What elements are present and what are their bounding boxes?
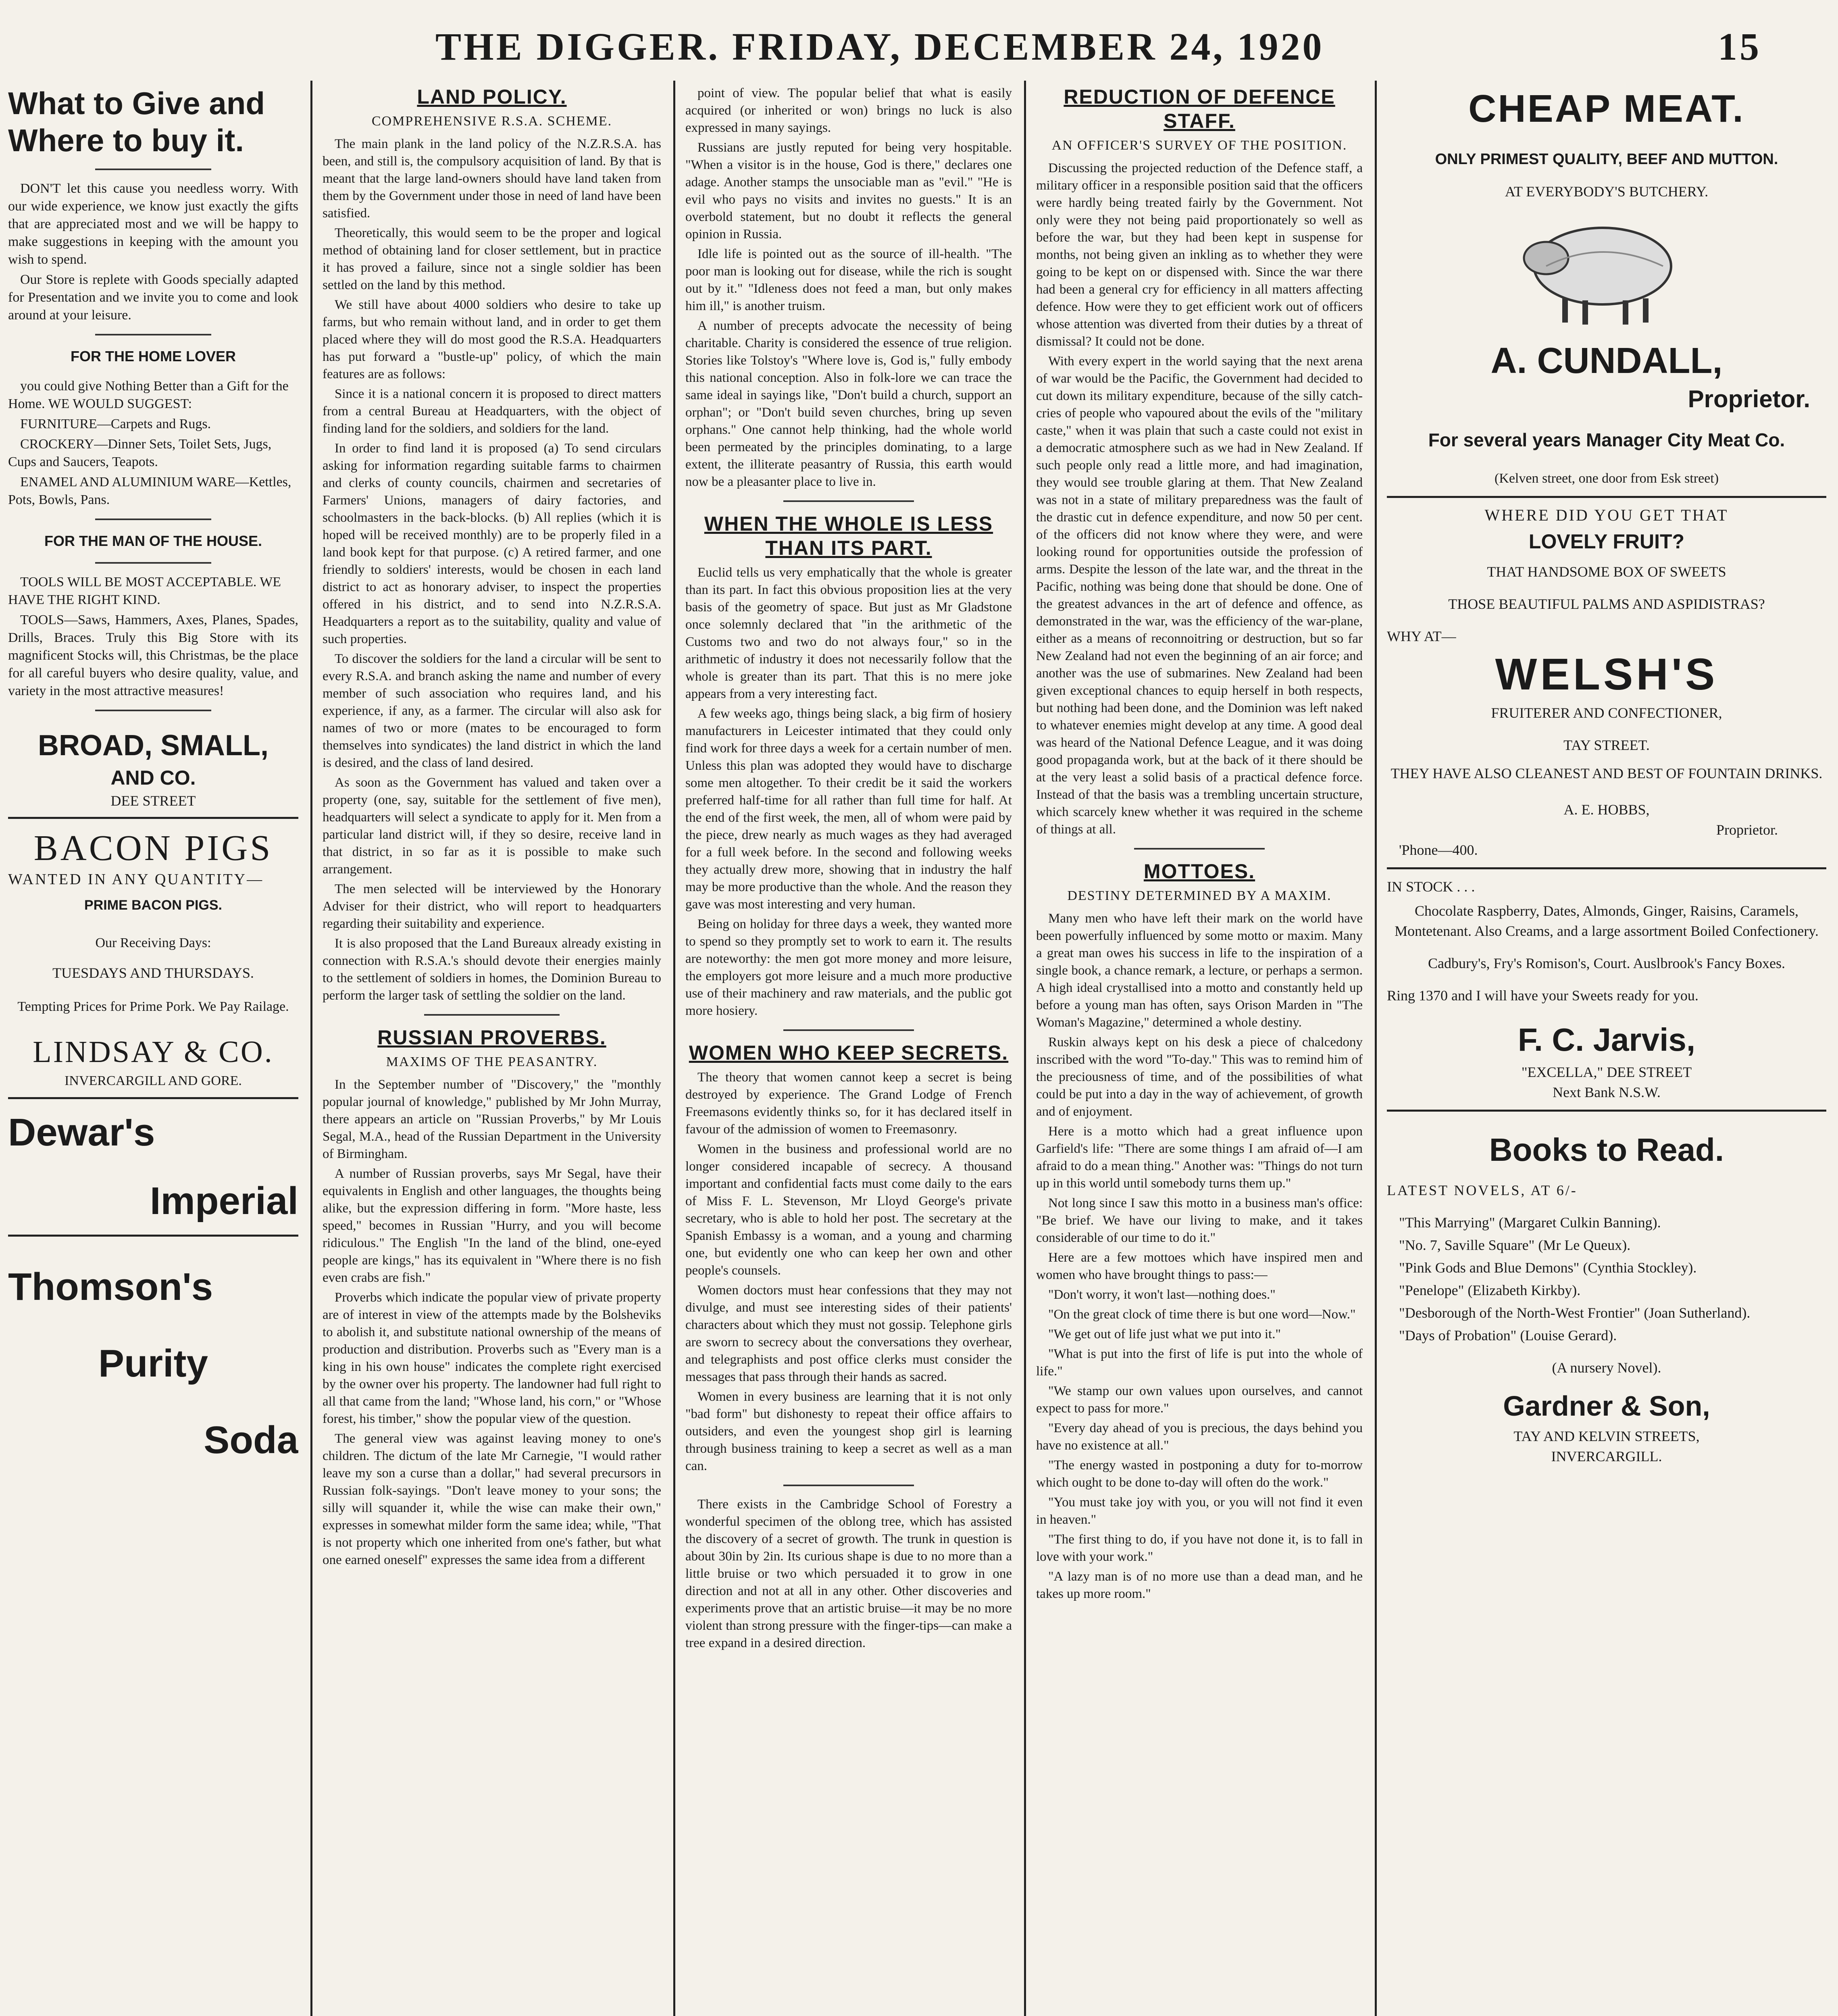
dewars-line2: Imperial — [150, 1179, 298, 1223]
article-paragraph: "Don't worry, it won't last—nothing does." — [1048, 1287, 1276, 1302]
article-paragraph: Women doctors must hear confessions that they may not divulge, and must see interesting sides of their patients' characters about which they must not gossip. Telephone girls are sworn to secrecy about the conversations they overhear, and telegraphists and post office clerks must consider the messages that pass through their hands as sacred. — [685, 1283, 1012, 1384]
article-paragraph: Proverbs which indicate the popular view of private property are of interest in view of the attempts made by the Bolsheviks to abolish it, and substitute national ownership of the means of production and distribution. Proverbs such as "Every man is a king in his own house" indicates the complete right exercised by the owner over his property. The landowner had full right to all that came from the land; "Whose land, his corn," or "Whose forest, his timber," show the popular view of the question. — [323, 1290, 661, 1426]
article-paragraph: Euclid tells us very emphatically that the whole is greater than its part. In fact this obvious proposition lies at the very basis of the geometry of space. But just as Mr Gladstone once solemnly declared that "in the arithmetic of the Customs two and two do not always four," so in the arithmetic of industry it does not necessarily follow that the whole is greater than its part. That this is no mere joke appears from a very interesting fact. — [685, 565, 1012, 701]
article-paragraph: There exists in the Cambridge School of Forestry a wonderful specimen of the oblong tree, which has assisted the discovery of a secret of growth. The trunk in question is about 30in by 2in. Its curious shape is due to no more than a little bruise or two which persuaded it to grow in one direction and not at all in any other. Other discoveries and experiments prove that an artistic bruise—it may be no more violent than strong pressure with the finger-tips—can make a tree expand in a desired direction. — [685, 1497, 1012, 1650]
article-paragraph: "A lazy man is of no more use than a dead man, and he takes up more room." — [1036, 1569, 1363, 1601]
column-4-articles — [1036, 85, 1363, 2016]
stock-name: F. C. Jarvis, — [1517, 1022, 1696, 1058]
russian-proverbs-continued — [685, 85, 1012, 491]
fruit-q1: WHERE DID YOU GET THAT — [1484, 506, 1729, 524]
jarvis-ad — [1387, 877, 1826, 1102]
article-paragraph: "We get out of life just what we put into it." — [1048, 1327, 1281, 1341]
land-policy-subheading: COMPREHENSIVE R.S.A. SCHEME. — [371, 114, 612, 129]
article-paragraph: "What is put into the first of life is put into the whole of life." — [1036, 1347, 1363, 1379]
book-list-item: "Desborough of the North-West Frontier" (Joan Sutherland). — [1399, 1305, 1751, 1321]
article-paragraph: Women in every business are learning that it is not only "bad form" but dishonesty to repeat their office affairs to outsiders, and even the youngest shop girl is learning through business training to keep a secret as well as a man can. — [685, 1389, 1012, 1473]
article-paragraph: Many men who have left their mark on the world have been powerfully influenced by some motto or maxim. Many a great man owes his success in life to the inspiration of a single book, a chance remark, a lecture, or perhaps a sermon. A high ideal crystallised into a motto and constantly held up before a young man has often, says Orison Marden in "The Woman's Magazine," determined a whole destiny. — [1036, 911, 1363, 1030]
article-paragraph: Idle life is pointed out as the source of ill-health. "The poor man is looking out for disease, while the rich is sought out by it." "Idleness does not feed a man, but only makes him ill," is another truism. — [685, 247, 1012, 313]
mottoes-body — [1036, 910, 1363, 1603]
bacon-title: BACON PIGS — [33, 828, 273, 868]
ad-store: Our Store is replete with Goods specially adapted for Presentation and we invite you to come and look around at your leisure. — [8, 272, 298, 323]
masthead — [0, 24, 1838, 77]
article-paragraph: Russians are justly reputed for being very hospitable. "When a visitor is in the house, God is there," declares one adage. Another stamps the unsociable man as "evil." "He is evil who pays no visits and invites no guests." It is an overbold statement, but no doubt it reflects the general opinion in Russia. — [685, 140, 1012, 242]
enamel-line: ENAMEL AND ALUMINIUM WARE—Kettles, Pots, Bowls, Pans. — [8, 475, 291, 507]
fruit-trade: FRUITERER AND CONFECTIONER, — [1491, 705, 1722, 721]
article-paragraph: With every expert in the world saying that the next arena of war would be the Pacific, the Government had decided to cut down its military expenditure, because of the silly catch-cries of people who vapoured about the evils of the "military caste," when it was plain that such a caste could not exist in a democratic atmosphere such as we had in New Zealand. If such people only read a little more, and had imagination, they would see trouble glaring at them. That New Zealand was not in a state of military preparedness was the fault of the drastic cut in defence expenditure, and now 50 per cent. of the officers did not know where they were, and were looking round for opportunities outside the profession of arms. Despite the lesson of the late war, and the threat in the Pacific, nothing was being done that should be done. One of the greatest advances in the art of defence and offence, as demonstrated in the war, was the efficiency of the war-plane, either as a means of reconnoitring or destruction, but so far New Zealand had not even the beginning of an air force; and another was the use of submarines. New Zealand had been given exceptional chances to equip herself in both respects, but nothing had been done, and the Dominion was left naked to whatever enemies might develop at any time. A good deal was heard of the National Defence League, and it was doing good propaganda work, but at the back of it there should be at the very least a solid basis of a practical defence force. Instead of that the basis was a trembling uncertain structure, which scarcely knew whether it was required in the scheme of things at all. — [1036, 354, 1363, 837]
ad-title: What to Give and Where to buy it. — [8, 85, 265, 158]
column-1-ads — [8, 85, 298, 2016]
article-paragraph: Here is a motto which had a great influence upon Garfield's life: "There are some things I am afraid of—I am afraid to do a mean thing." Another was: "Things do not turn up in this world until somebody turns them up." — [1036, 1124, 1363, 1191]
article-paragraph: The main plank in the land policy of the N.Z.R.S.A. has been, and still is, the compulsory acquisition of land. By that is meant that the large land-owners should have land taken from them by the Government under those in need of land have been satisfied. — [323, 137, 661, 221]
defence-subheading: AN OFFICER'S SURVEY OF THE POSITION. — [1051, 138, 1347, 153]
fruit-extra: THEY HAVE ALSO CLEANEST AND BEST OF FOUNTAIN DRINKS. — [1390, 765, 1823, 781]
welsh-ad — [1387, 505, 1826, 860]
article-paragraph: point of view. The popular belief that what is easily acquired (or inherited or won) brings no luck is also expressed in many sayings. — [685, 86, 1012, 135]
article-paragraph: A number of precepts advocate the necessity of being charitable. Charity is considered the essence of true religion. Stories like Tolstoy's "Where love is, God is," fully embody this national conception. Also in folk-lore we can trace the same ideal in sayings like, "Don't build a church, support an orphan"; or "Don't build seven churches, bring up seven orphans." One cannot help thinking, had the whole world been permeated by the principles dominating, to a large extent, the illiterate peasantry of Russia, this earth would now be a pleasanter place to live in. — [685, 319, 1012, 489]
russian-proverbs-heading: RUSSIAN PROVERBS. — [377, 1026, 606, 1049]
article-paragraph: To discover the soldiers for the land a circular will be sent to every R.S.A. and branch asking the name and number of every member of such association who requires land, and his experience, if any, as a farmer. The circular will also ask for names of two or more (mates to be encouraged to form themselves into syndicates) the land district in which the land is desired, and the class of land desired. — [323, 652, 661, 770]
fruit-q2: LOVELY FRUIT? — [1528, 530, 1685, 553]
article-paragraph: A number of Russian proverbs, says Mr Segal, have their equivalents in English and other languages, the thoughts being alike, but the expression differing in form. "More haste, less speed," becomes in Russian "Hurry, and you will become ridiculous." The English "In the land of the blind, one-eyed people are kings," has its equivalent in "Where there is no fish even crabs are fish." — [323, 1166, 661, 1285]
fruit-prop-role: Proprietor. — [1716, 822, 1778, 838]
article-paragraph: "You must take joy with you, or you will not find it even in heaven." — [1036, 1495, 1363, 1527]
article-paragraph: The theory that women cannot keep a secret is being destroyed by experience. The Grand Lodge of French Freemasons evidently thinks so, for it has declared itself in favour of the admission of women to Freemasonry. — [685, 1070, 1012, 1137]
russian-proverbs-subheading: MAXIMS OF THE PEASANTRY. — [386, 1054, 598, 1069]
stock-next: Next Bank N.S.W. — [1553, 1084, 1661, 1100]
bacon-receiving: Our Receiving Days: — [95, 935, 211, 950]
article-paragraph: "Every day ahead of you is precious, the days behind you have no existence at all." — [1036, 1421, 1363, 1453]
bacon-prime: PRIME BACON PIGS. — [84, 898, 222, 913]
dewars-line1: Dewar's — [8, 1111, 155, 1154]
column-rule — [673, 81, 675, 2016]
column-3-articles — [685, 85, 1012, 2016]
tools-text: TOOLS—Saws, Hammers, Axes, Planes, Spades, Drills, Braces. Truly this Big Store with its magnificent Stocks will, this Christmas, be the place for all careful buyers who desire quality, value, and variety in the most attractive measures! — [8, 612, 298, 698]
article-paragraph: "The energy wasted in postponing a duty for to-morrow which ought to be done to-day will often do the work." — [1036, 1458, 1363, 1490]
article-paragraph: A few weeks ago, things being slack, a big firm of hosiery manufacturers in Leicester intimated that they could only find work for three days a week for a certain number of men. Unless this plan was adopted they would have to discharge some men altogether. To their credit be it said the workers preferred half-time for all rather than full time for half. At the end of the first week, the men, all of whom were paid by the piece, drew nearly as much wages as they had averaged for a full week before. In the second and following weeks they actually drew more, showing that in industry the half may be more productive than the whole. And the reason they gave was most interesting and very human. — [685, 706, 1012, 912]
column-rule — [310, 81, 312, 2016]
column-2-articles — [323, 85, 661, 2016]
article-paragraph: As soon as the Government has valued and taken over a property (one, say, suitable for the settlement of five men), headquarters will select a syndicate to apply for it. Men from a particular land district will, if they so desire, receive land in that district, in so far as it is possible to make such arrangement. — [323, 775, 661, 877]
gardner-ad — [1387, 1128, 1826, 1466]
article-paragraph: The general view was against leaving money to one's children. The dictum of the late Mr Carnegie, "I would rather leave my son a curse than a dollar," had several precursors in Russian folk-sayings. "Don't leave money to your sons; the silly will squander it, while the wise can make their own," expresses in somewhat milder form the same idea; while, "That is not property which one inherited from one's father, but what one earned oneself" expresses the same idea from a different — [323, 1431, 661, 1567]
women-secrets-body — [685, 1069, 1012, 1475]
column-5-ads — [1387, 85, 1826, 2016]
bacon-wanted: WANTED IN ANY QUANTITY— — [8, 871, 264, 888]
column-rule — [1024, 81, 1026, 2016]
thomsons-line2: Purity — [98, 1342, 208, 1385]
tools-heading: TOOLS WILL BE MOST ACCEPTABLE. WE HAVE THE RIGHT KIND. — [8, 575, 281, 607]
crockery-line: CROCKERY—Dinner Sets, Toilet Sets, Jugs, Cups and Saucers, Teapots. — [8, 437, 272, 469]
article-paragraph: "The first thing to do, if you have not done it, is to fall in love with your work." — [1036, 1532, 1363, 1564]
furniture-line: FURNITURE—Carpets and Rugs. — [20, 417, 211, 431]
books-latest: LATEST NOVELS, AT 6/- — [1387, 1182, 1578, 1198]
books-seller: Gardner & Son, — [1503, 1390, 1710, 1422]
thomsons-ad — [8, 1261, 298, 1466]
books-nursery: (A nursery Novel). — [1552, 1360, 1661, 1376]
land-policy-heading: LAND POLICY. — [417, 85, 567, 108]
books-address: TAY AND KELVIN STREETS, — [1513, 1428, 1700, 1444]
russian-proverbs-body — [323, 1076, 661, 1569]
article-paragraph: Since it is a national concern it is proposed to direct matters from a central Bureau at Headquarters, with the object of finding land for the soldiers, and soldiers for the land. — [323, 387, 661, 436]
article-paragraph: Theoretically, this would seem to be the proper and logical method of obtaining land for closer settlement, but in practice it has proved a failure, since not a single soldier has been settled on the land by this method. — [323, 226, 661, 292]
bacon-firm: LINDSAY & CO. — [33, 1035, 274, 1069]
mottoes-subheading: DESTINY DETERMINED BY A MAXIM. — [1067, 888, 1332, 903]
stock-boxes: Cadbury's, Fry's Romison's, Court. Auslbrook's Fancy Boxes. — [1428, 955, 1785, 971]
books-list — [1387, 1212, 1826, 1345]
advertiser-name: BROAD, SMALL, — [38, 729, 269, 762]
thomsons-line3: Soda — [204, 1418, 298, 1462]
article-paragraph: Not long since I saw this motto in a business man's office: "Be brief. We have our living to make, and it takes considerable of our time to do it." — [1036, 1196, 1363, 1245]
thomsons-line1: Thomson's — [8, 1265, 213, 1308]
fruit-q3: THAT HANDSOME BOX OF SWEETS — [1487, 564, 1726, 580]
article-paragraph: Being on holiday for three days a week, they wanted more to spend so they promptly set to work to earn it. The results are noteworthy: the men got more money and more leisure, the employers got more leisure and a much more productive use of their machinery and raw materials, and the public got more hosiery. — [685, 917, 1012, 1018]
defence-heading: REDUCTION OF DEFENCE STAFF. — [1064, 85, 1335, 132]
mottoes-heading: MOTTOES. — [1143, 860, 1255, 883]
whole-less-heading: WHEN THE WHOLE IS LESS THAN ITS PART. — [704, 512, 993, 559]
page-number: 15 — [1718, 25, 1761, 68]
stock-ring: Ring 1370 and I will have your Sweets ready for you. — [1387, 987, 1699, 1004]
home-lover-heading: FOR THE HOME LOVER — [70, 348, 236, 364]
book-list-item: "No. 7, Saville Square" (Mr Le Queux). — [1399, 1237, 1631, 1253]
advertiser-suffix: AND CO. — [110, 766, 196, 789]
article-paragraph: It is also proposed that the Land Bureaux already existing in connection with R.S.A.'s should devote their energies mainly to the settlement of soldiers in homes, the Dominion Bureau to perform the larger task of settling the soldier on the land. — [323, 936, 661, 1003]
stock-intro: IN STOCK . . . — [1387, 879, 1475, 895]
fruit-street: TAY STREET. — [1563, 737, 1650, 753]
books-title: Books to Read. — [1489, 1132, 1724, 1168]
stock-items: Chocolate Raspberry, Dates, Almonds, Ginger, Raisins, Caramels, Montetenant. Also Creams, and a large assortment Boiled Confectionery. — [1395, 903, 1819, 939]
sheep-illustration — [1522, 210, 1691, 331]
article-paragraph: "We stamp our own values upon ourselves, and cannot expect to pass for more." — [1036, 1384, 1363, 1416]
home-lover-text: you could give Nothing Better than a Gift for the Home. WE WOULD SUGGEST: — [8, 379, 289, 411]
land-policy-body — [323, 135, 661, 1004]
article-paragraph: In the September number of "Discovery," the "monthly popular journal of knowledge," published by Mr John Murray, there appears an article on "Russian Proverbs," by Mr Louis Segal, M.A., head of the Russian Department in the University of Birmingham. — [323, 1077, 661, 1161]
advertiser-address: DEE STREET — [110, 793, 196, 809]
cheap-meat-ad — [1387, 85, 1826, 489]
book-list-item: "Days of Probation" (Louise Gerard). — [1399, 1327, 1617, 1343]
ad-intro: DON'T let this cause you needless worry. With our wide experience, we know just exactly the gifts that are appreciated most and we will be happy to make suggestions in keeping with the amount you wish to spend. — [8, 181, 298, 267]
meat-role: Proprietor. — [1688, 385, 1810, 412]
article-paragraph: Discussing the projected reduction of the Defence staff, a military officer in a responsible position said that the officers were hardly being treated fairly by the Government. Not only were they not being paid proportionately so well as before the war, but they had been kept in suspense for months, not being given an inkling as to whether they were going to be kept on or dispensed with. Since the war there had been a general cry for efficiency in all matters affecting defence. How were they to get efficient work out of officers whose attention was diverted from their duties by a threat of dismissal? It could not be done. — [1036, 161, 1363, 349]
fruit-why: WHY AT— — [1387, 628, 1456, 644]
books-town: INVERCARGILL. — [1551, 1448, 1662, 1464]
article-paragraph: Here are a few mottoes which have inspired men and women who have brought things to pass:— — [1036, 1250, 1363, 1282]
whole-less-body — [685, 564, 1012, 1020]
article-paragraph: The men selected will be interviewed by the Honorary Adviser for their district, who will report to headquarters regarding their suitability and experience. — [323, 882, 661, 931]
column-rule — [1375, 81, 1377, 2016]
meat-title: CHEAP MEAT. — [1468, 87, 1745, 130]
meat-at: AT EVERYBODY'S BUTCHERY. — [1505, 183, 1709, 200]
bacon-prices: Tempting Prices for Prime Pork. We Pay Railage. — [17, 999, 289, 1014]
stock-address: "EXCELLA," DEE STREET — [1521, 1064, 1692, 1080]
defence-body — [1036, 160, 1363, 838]
fruit-q4: THOSE BEAUTIFUL PALMS AND ASPIDISTRAS? — [1448, 596, 1765, 612]
bacon-days: TUESDAYS AND THURSDAYS. — [52, 965, 254, 981]
fruit-name: WELSH'S — [1495, 650, 1718, 699]
book-list-item: "Pink Gods and Blue Demons" (Cynthia Stockley). — [1399, 1260, 1697, 1276]
article-paragraph: Women in the business and professional world are no longer considered incapable of secrecy. A thousand important and confidential facts must come daily to the ears of Miss F. L. Stevenson, Mr Lloyd George's private secretary, who is able to hold her post. The secretary at the Spanish Embassy is a woman, and a young and charming one, but evidently one who can keep her own and other people's counsels. — [685, 1142, 1012, 1278]
bacon-ad — [8, 826, 298, 1090]
meat-former: For several years Manager City Meat Co. — [1428, 429, 1785, 450]
meat-address: (Kelven street, one door from Esk street) — [1494, 471, 1719, 486]
meat-owner: A. CUNDALL, — [1490, 341, 1723, 381]
article-paragraph: "On the great clock of time there is but one word—Now." — [1048, 1307, 1356, 1322]
forestry-body — [685, 1496, 1012, 1652]
women-secrets-heading: WOMEN WHO KEEP SECRETS. — [689, 1041, 1009, 1064]
fruit-prop: A. E. HOBBS, — [1563, 802, 1650, 818]
meat-quality: ONLY PRIMEST QUALITY, BEEF AND MUTTON. — [1435, 151, 1778, 168]
sheep-icon — [1522, 210, 1691, 331]
bacon-place: INVERCARGILL AND GORE. — [65, 1073, 242, 1088]
article-paragraph: We still have about 4000 soldiers who desire to take up farms, but who remain without land, and in order to get them placed where they will do most good the R.S.A. Headquarters has put forward a "bustle-up" policy, of which the main features are as follows: — [323, 298, 661, 381]
article-paragraph: In order to find land it is proposed (a) To send circulars asking for information regarding suitable farms to chairmen and clerks of county councils, chairmen and secretaries of Farmers' Unions, managers of dairy factories, and schoolmasters in the back-blocks. (b) All replies (which it is hoped will be received monthly) are to be properly filed in a land book kept for that purpose. (c) A retired farmer, and one friendly to soldiers' interests, would be chosen in each land district to act as honorary adviser, to inspect the properties offered in his district, and to send into N.Z.R.S.A. Headquarters a report as to the suitability, quality and value of such properties. — [323, 441, 661, 646]
broad-small-ad — [8, 85, 298, 810]
dewars-ad — [8, 1106, 298, 1227]
fruit-phone: 'Phone—400. — [1399, 842, 1478, 858]
book-list-item: "This Marrying" (Margaret Culkin Banning). — [1399, 1214, 1661, 1231]
book-list-item: "Penelope" (Elizabeth Kirkby). — [1399, 1282, 1581, 1298]
article-paragraph: Ruskin always kept on his desk a piece of chalcedony inscribed with the word "To-day." This was to remind him of the preciousness of time, and of the possibilities of what could be put into a day in the way of achievement, of growth and of enjoyment. — [1036, 1035, 1363, 1119]
man-heading: FOR THE MAN OF THE HOUSE. — [44, 533, 262, 549]
masthead-title: THE DIGGER. FRIDAY, DECEMBER 24, 1920 — [435, 25, 1324, 68]
